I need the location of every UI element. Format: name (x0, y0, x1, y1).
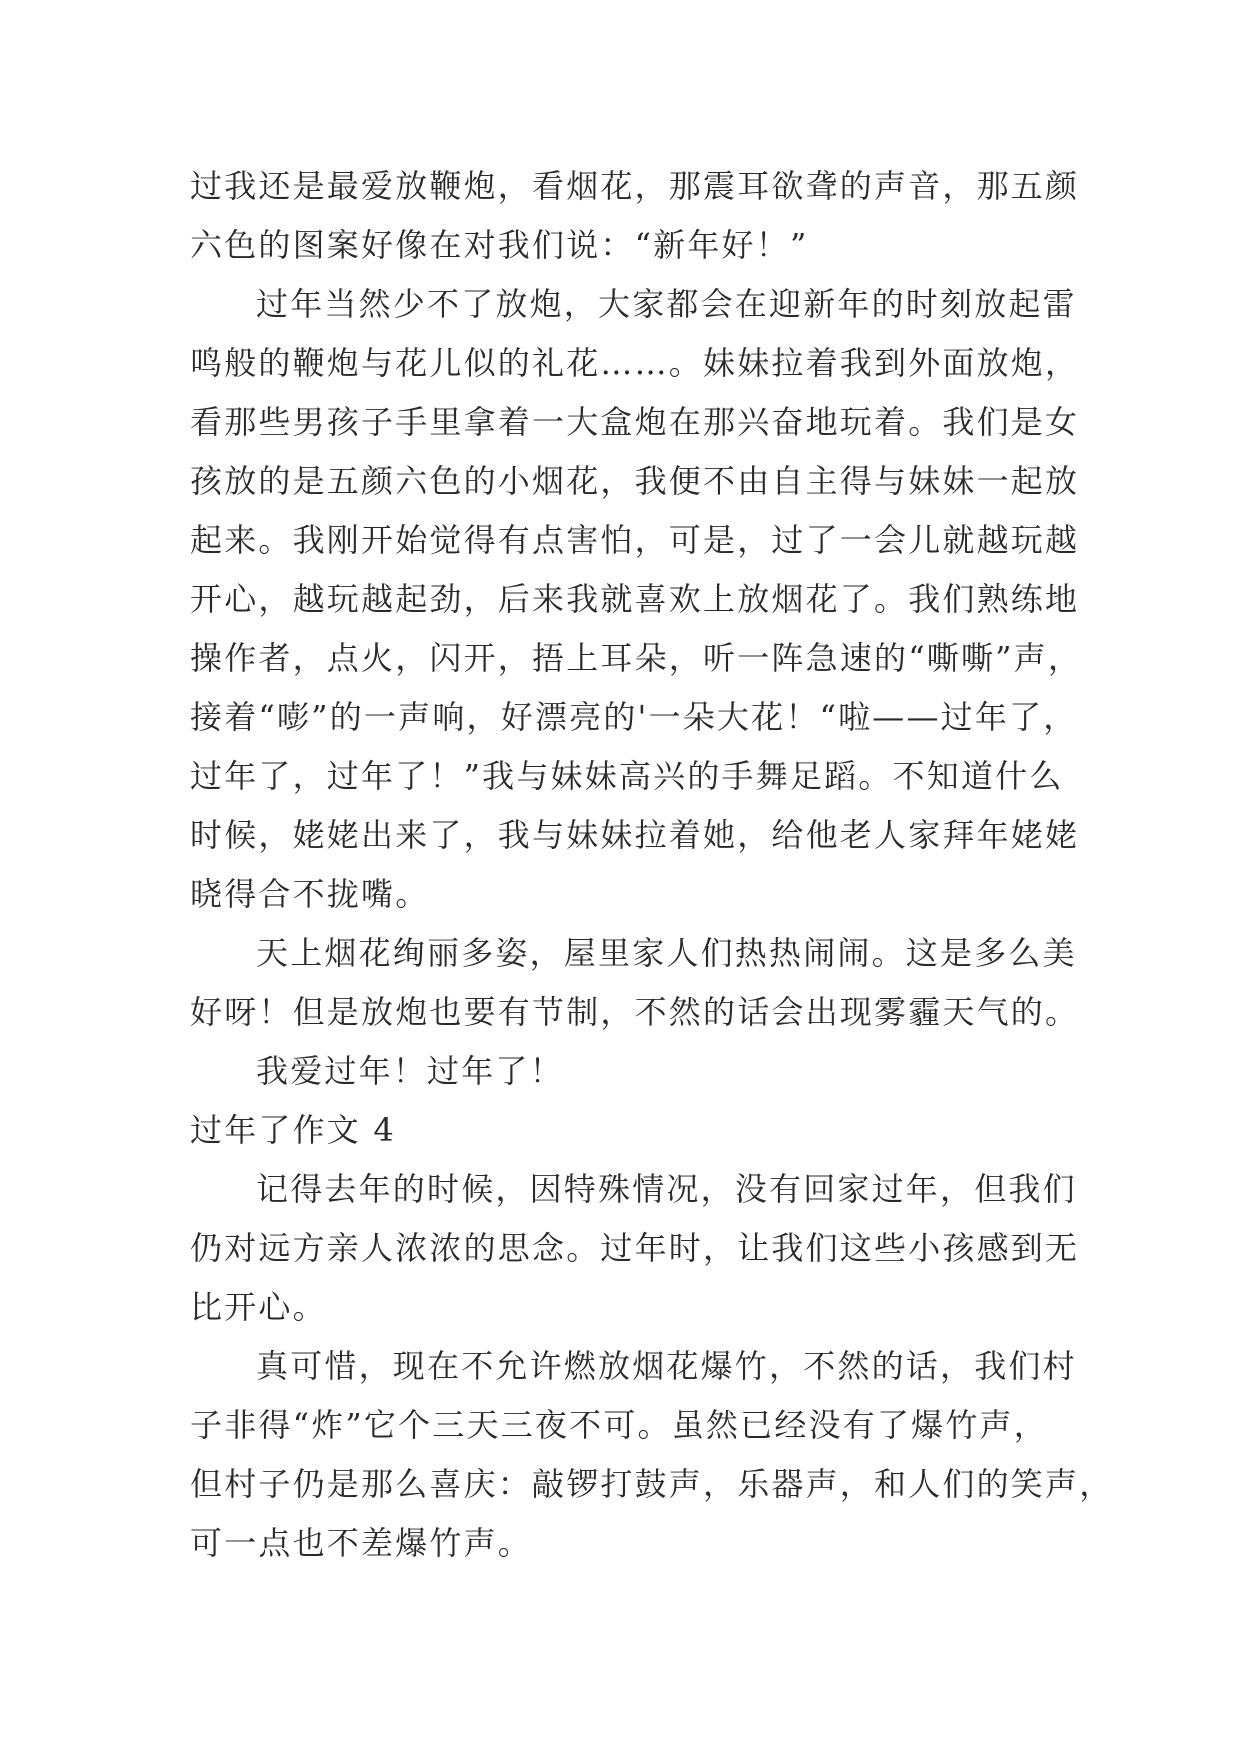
text-line: 我爱过年！过年了！ (256, 1052, 564, 1090)
section-heading: 过年了作文 4 (190, 1111, 396, 1149)
text-line: 晓得合不拢嘴。 (190, 875, 430, 913)
text-line: 过我还是最爱放鞭炮，看烟花，那震耳欲聋的声音，那五颜 (190, 167, 1080, 205)
text-line: 看那些男孩子手里拿着一大盒炮在那兴奋地玩着。我们是女 (190, 403, 1080, 441)
text-line: 六色的图案好像在对我们说：“新年好！” (190, 226, 809, 264)
text-line: 可一点也不差爆竹声。 (190, 1524, 533, 1562)
text-line: 时候，姥姥出来了，我与妹妹拉着她，给他老人家拜年姥姥 (190, 816, 1080, 854)
text-line: 起来。我刚开始觉得有点害怕，可是，过了一会儿就越玩越 (190, 521, 1080, 559)
text-line: 操作者，点火，闪开，捂上耳朵，听一阵急速的“嘶嘶”声， (190, 639, 1083, 677)
text-line: 接着“嘭”的一声响，好漂亮的'一朵大花！“啦——过年了， (190, 698, 1078, 736)
text-line: 但村子仍是那么喜庆：敲锣打鼓声，乐器声，和人们的笑声， (190, 1465, 1114, 1503)
text-line: 记得去年的时候，因特殊情况，没有回家过年，但我们 (256, 1170, 1077, 1208)
text-line: 过年当然少不了放炮，大家都会在迎新年的时刻放起雷 (256, 285, 1077, 323)
text-line: 天上烟花绚丽多姿，屋里家人们热热闹闹。这是多么美 (256, 934, 1077, 972)
text-line: 仍对远方亲人浓浓的思念。过年时，让我们这些小孩感到无 (190, 1229, 1080, 1267)
document-body (190, 157, 1114, 1573)
text-line: 鸣般的鞭炮与花儿似的礼花……。妹妹拉着我到外面放炮， (190, 344, 1080, 382)
text-line: 子非得“炸”它个三天三夜不可。虽然已经没有了爆竹声， (190, 1406, 1048, 1444)
text-line: 开心，越玩越起劲，后来我就喜欢上放烟花了。我们熟练地 (190, 580, 1080, 618)
text-line: 比开心。 (190, 1288, 327, 1326)
text-line: 过年了，过年了！”我与妹妹高兴的手舞足蹈。不知道什么 (190, 757, 1064, 795)
text-line: 好呀！但是放炮也要有节制，不然的话会出现雾霾天气的。 (190, 993, 1080, 1031)
text-line: 真可惜，现在不允许燃放烟花爆竹，不然的话，我们村 (256, 1347, 1077, 1385)
text-line: 孩放的是五颜六色的小烟花，我便不由自主得与妹妹一起放 (190, 462, 1080, 500)
